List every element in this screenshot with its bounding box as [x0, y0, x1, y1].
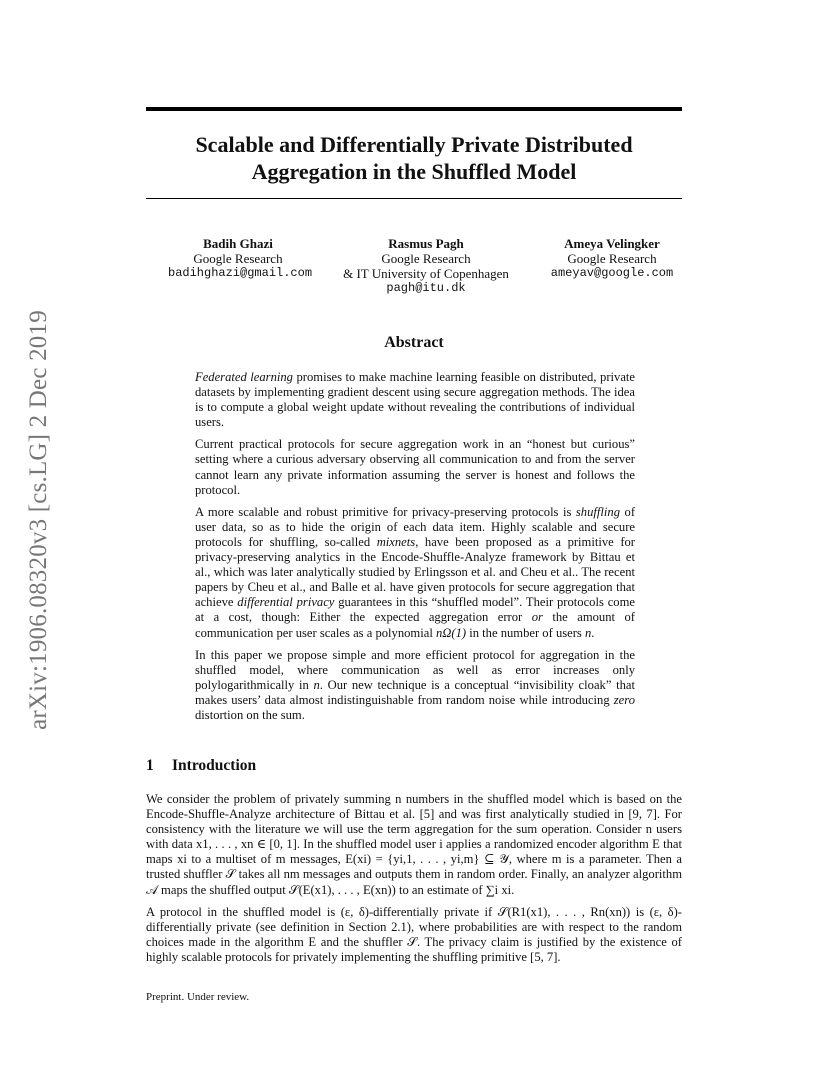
author-email[interactable]: pagh@itu.dk: [386, 281, 466, 295]
paper-title: [146, 131, 682, 185]
title-top-rule: [146, 107, 682, 111]
author-name: Rasmus Pagh: [388, 236, 464, 251]
section-number: 1: [146, 757, 154, 774]
author-email[interactable]: ameyav@google.com: [550, 266, 674, 280]
intro-paragraph: We consider the problem of privately summing n numbers in the shuffled model which is based on the Encode-Shuffle-Analyze architecture of Bittau et al. [5] and was first analytically studied in [9, 7]. For consistency with the literature we will use the term aggregation for the sum operation. Consider n users with data x1, . . . , xn ∈ [0, 1]. In the shuffled model user i applies a randomized encoder algorithm E that maps xi to a multiset of m messages, E(xi) = {yi,1, . . . , yi,m} ⊆ 𝒴, where m is a parameter. Then a trusted shuffler 𝒮 takes all nm messages and outputs them in random order. Finally, an analyzer algorithm 𝒜 maps the shuffled output 𝒮(E(x1), . . . , E(xn)) to an estimate of ∑i xi.: [146, 792, 682, 897]
author-block: [146, 236, 682, 298]
abstract-body: [195, 370, 635, 730]
abstract-heading: Abstract: [384, 334, 444, 351]
author-affiliation: Google Research: [381, 251, 471, 266]
intro-paragraph: A protocol in the shuffled model is (ε, δ)-differentially private if 𝒮(R1(x1), . . . , Rn(xn)) is (ε, δ)-differentially private (see definition in Section 2.1), where probabilities are with respect to the random choices made in the algorithm E and the shuffler 𝒮. The privacy claim is justified by the existence of highly scalable protocols for privately implementing the shuffling primitive [5, 7].: [146, 904, 682, 964]
author-affiliation-2: & IT University of Copenhagen: [343, 266, 509, 281]
author-1: [168, 236, 313, 281]
section-title: Introduction: [172, 757, 257, 774]
title-line-2: Aggregation in the Shuffled Model: [251, 159, 577, 184]
author-affiliation: Google Research: [567, 251, 657, 266]
abstract-paragraph: Current practical protocols for secure aggregation work in an “honest but curious” setting where a curious adversary observing all communication to and from the server cannot learn any private information assuming the server is honest and follows the protocol.: [195, 437, 635, 497]
section-heading-introduction: [146, 757, 256, 775]
author-3: [542, 236, 682, 281]
author-2: [336, 236, 516, 296]
author-name: Badih Ghazi: [203, 236, 273, 251]
title-bottom-rule: [146, 198, 682, 199]
polynomial-expression: nΩ(1): [435, 625, 467, 640]
abstract-paragraph: Federated learning promises to make machine learning feasible on distributed, private datasets by implementing gradient descent using secure aggregation methods. The idea is to compute a global weight update without revealing the contributions of individual users.: [195, 370, 636, 430]
introduction-body: [146, 792, 682, 972]
title-line-1: Scalable and Differentially Private Distributed: [195, 132, 633, 157]
arxiv-identifier: arXiv:1906.08320v3 [cs.LG] 2 Dec 2019: [25, 310, 53, 730]
arxiv-sidebar-stamp: [22, 290, 56, 750]
abstract-paragraph: In this paper we propose simple and more efficient protocol for aggregation in the shuffled model, where communication as well as error increases only polylogarithmically in n. Our new technique is a conceptual “invisibility cloak” that makes users’ data almost indistinguishable from random noise while introducing zero distortion on the sum.: [195, 647, 635, 722]
preprint-footer: Preprint. Under review.: [146, 991, 250, 1003]
author-name: Ameya Velingker: [564, 236, 660, 251]
abstract-paragraph: A more scalable and robust primitive for privacy-preserving protocols is shuffling of user data, so as to hide the origin of each data item. Highly scalable and secure protocols for shuffling, so-called mixnets, have been proposed as a primitive for privacy-preserving analytics in the Encode-Shuffle-Analyze framework by Bittau et al., which was later analytically studied by Erlingsson et al. and Cheu et al.. The recent papers by Cheu et al., and Balle et al. have given protocols for secure aggregation that achieve differential privacy guarantees in this “shuffled model”. Their protocols come at a cost, though: Either the expected aggregation error or the amount of communication per user scales as a polynomial nΩ(1) in the number of users n.: [195, 504, 636, 640]
author-affiliation: Google Research: [193, 251, 283, 266]
author-email[interactable]: badihghazi@gmail.com: [168, 266, 313, 280]
